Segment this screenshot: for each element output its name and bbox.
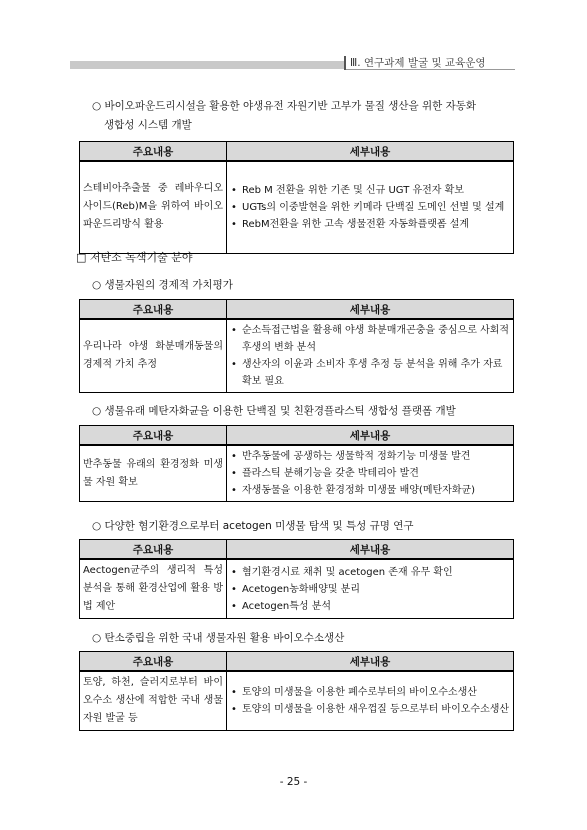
header-title: Ⅲ. 연구과제 발굴 및 교육운영 [350, 57, 486, 69]
item-table [79, 539, 514, 619]
item-heading: ○ 탄소중립을 위한 국내 생물자원 활용 바이오수소생산 [92, 632, 345, 644]
header-main: 주요내용 [80, 142, 227, 162]
main-content: 토양, 하천, 슬러지로부터 바이오수소 생산에 적합한 국내 생물자원 발굴 등 [80, 671, 227, 731]
header-detail: 세부내용 [227, 300, 514, 320]
main-content: Aectogen균주의 생리적 특성 분석을 통해 환경산업에 활용 방법 제안 [80, 559, 227, 619]
header-main: 주요내용 [80, 652, 227, 672]
detail-item: • UGTs의 이중발현을 위한 키메라 단백질 도메인 선별 및 설계 [230, 199, 510, 216]
item-table [79, 299, 514, 393]
header-bar [70, 61, 344, 69]
header-detail: 세부내용 [227, 652, 514, 672]
detail-item: • Reb M 전환을 위한 기존 및 신규 UGT 유전자 확보 [230, 182, 510, 199]
detail-item: • RebM전환을 위한 고속 생물전환 자동화플랫폼 설계 [230, 216, 510, 233]
bio-foundry-heading-1: ○ 바이오파운드리시설을 활용한 야생유전 자원기반 고부가 물질 생산을 위한 자동화 [92, 100, 477, 112]
detail-item: • 플라스틱 분해기능을 갖춘 박테리아 발견 [230, 465, 510, 482]
item-heading: ○ 생물유래 메탄자화균을 이용한 단백질 및 친환경플라스틱 생합성 플랫폼 개발 [92, 405, 456, 417]
item-table [79, 425, 514, 502]
main-content: 우리나라 야생 화분매개동물의 경제적 가치 추정 [80, 319, 227, 393]
header-detail: 세부내용 [227, 142, 514, 162]
header-main: 주요내용 [80, 540, 227, 560]
detail-item: • 혐기환경시료 채취 및 acetogen 존재 유무 확인 [230, 564, 510, 581]
detail-item: • 자생동물을 이용한 환경정화 미생물 배양(메탄자화균) [230, 482, 510, 499]
item-table [79, 651, 514, 731]
header-underline [346, 69, 515, 70]
header-main: 주요내용 [80, 426, 227, 446]
header-main: 주요내용 [80, 300, 227, 320]
detail-item: • 순소득접근법을 활용해 야생 화분매개곤충을 중심으로 사회적 후생의 변화 분석 [230, 322, 510, 356]
header-detail: 세부내용 [227, 540, 514, 560]
detail-item: • Acetogen농화배양및 분리 [230, 581, 510, 598]
item-heading: ○ 다양한 혐기환경으로부터 acetogen 미생물 탐색 및 특성 규명 연구 [92, 520, 414, 532]
detail-item: • Acetogen특성 분석 [230, 598, 510, 615]
bio-foundry-heading-2: 생합성 시스템 개발 [104, 119, 192, 131]
bio-foundry-table [79, 141, 514, 254]
main-content: 반추동물 유래의 환경정화 미생물 자원 확보 [80, 445, 227, 502]
section-title: □ 저탄소 녹색기술 분야 [76, 251, 193, 264]
header-detail: 세부내용 [227, 426, 514, 446]
item-heading: ○ 생물자원의 경제적 가치평가 [92, 279, 233, 291]
page-number: - 25 - [279, 776, 308, 788]
detail-item: • 토양의 미생물을 이용한 새우껍질 등으로부터 바이오수소생산 [230, 701, 510, 718]
detail-item: • 반추동물에 공생하는 생물학적 정화기능 미생물 발견 [230, 448, 510, 465]
detail-item: • 토양의 미생물을 이용한 폐수로부터의 바이오수소생산 [230, 684, 510, 701]
detail-item: • 생산자의 이윤과 소비자 후생 추정 등 분석을 위해 추가 자료 확보 필요 [230, 356, 510, 390]
main-content: 스테비아추출물 중 레바우디오사이드(Reb)M을 위하여 바이오파운드리방식 활용 [80, 161, 227, 253]
header-divider [344, 56, 346, 70]
